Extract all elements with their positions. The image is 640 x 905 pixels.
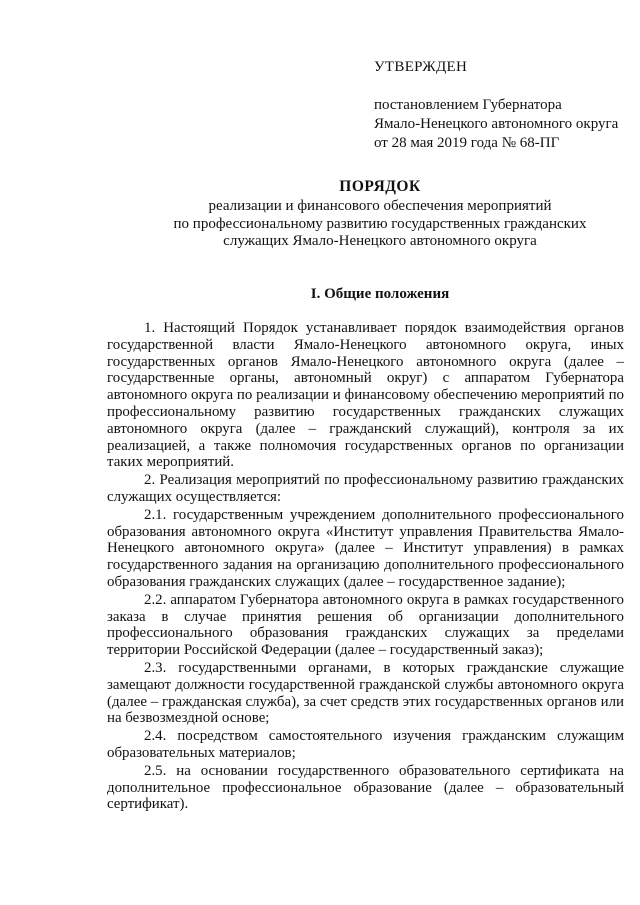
paragraph: 2.4. посредством самостоятельного изучения гражданским служащим образовательных материалов; bbox=[107, 728, 624, 761]
approval-line: Ямало-Ненецкого автономного округа bbox=[374, 116, 619, 132]
paragraph: 1. Настоящий Порядок устанавливает порядок взаимодействия органов государственной власти Ямало-Ненецкого автономного округа, иных государственных органов Ямало-Ненецкого автономного округа (далее – государственные органы, автономный округ) с аппаратом Губернатора автономного округа по реализации и финансовому обеспечению мероприятий по профессиональному развитию государственных гражданских служащих автономного округа (далее – гражданский служащий), контроля за их реализацией, а также полномочия государственных органов по организации таких мероприятий. bbox=[107, 320, 624, 471]
approval-title: УТВЕРЖДЕН bbox=[374, 59, 468, 75]
document-subtitle bbox=[100, 198, 640, 251]
paragraph: 2.1. государственным учреждением дополнительного профессионального образования автономного округа «Институт управления Правительства Ямало-Ненецкого автономного округа» (далее – Институт управления) в рамках государственного задания на организацию дополнительного профессионального образования гражданских служащих (далее – государственное задание); bbox=[107, 506, 624, 590]
approval-line: от 28 мая 2019 года № 68-ПГ bbox=[374, 135, 560, 151]
subtitle-line: реализации и финансового обеспечения мероприятий bbox=[208, 198, 552, 214]
section-heading: I. Общие положения bbox=[310, 286, 450, 302]
paragraph: 2.3. государственными органами, в которых гражданские служащие замещают должности государственной гражданской службы автономного округа (далее – гражданская служба), за счет средств этих государственных органов или на безвозмездной основе; bbox=[107, 659, 624, 727]
approval-stamp bbox=[374, 58, 618, 153]
paragraph: 2.5. на основании государственного образовательного сертификата на дополнительное профессиональное образование (далее – образовательный сертификат). bbox=[107, 762, 624, 813]
paragraph: 2.2. аппаратом Губернатора автономного округа в рамках государственного заказа в случае принятия решения об организации дополнительного профессионального образования гражданских служащих за пределами территории Российской Федерации (далее – государственный заказ); bbox=[107, 591, 624, 659]
subtitle-line: по профессиональному развитию государственных гражданских bbox=[173, 215, 587, 232]
paragraph: 2. Реализация мероприятий по профессиональному развитию гражданских служащих осуществляется: bbox=[107, 472, 624, 505]
document-body bbox=[107, 320, 624, 813]
approval-line: постановлением Губернатора bbox=[374, 97, 562, 113]
document-title: ПОРЯДОК bbox=[339, 178, 421, 195]
subtitle-line: служащих Ямало-Ненецкого автономного округа bbox=[223, 233, 537, 249]
